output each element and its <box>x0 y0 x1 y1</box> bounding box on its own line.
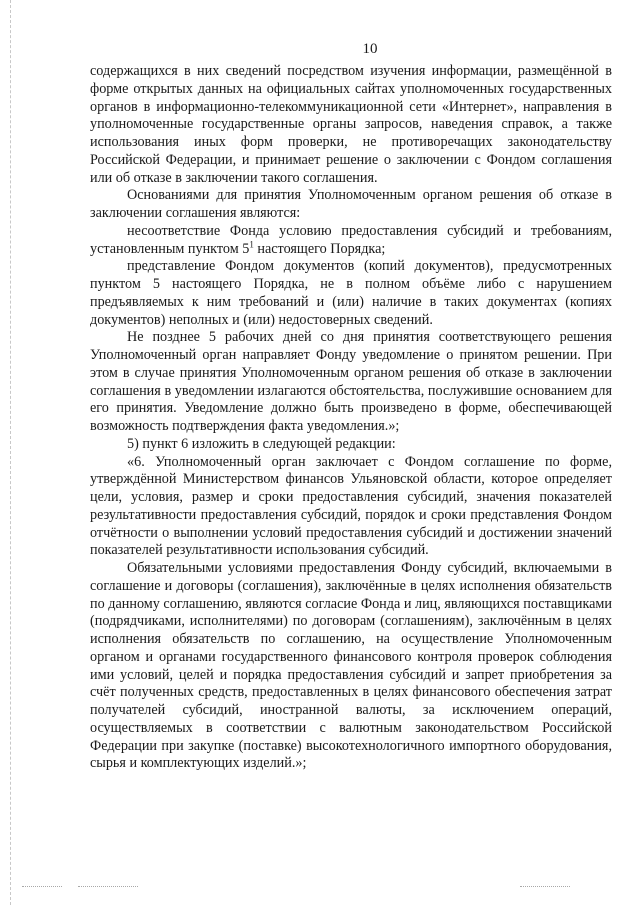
paragraph-incomplete-documents: представление Фондом документов (копий документов), предусмотренных пунктом 5 настоящего Порядка, не в полном объёме либо с нарушением предъявляемых к ним требований и (или) наличие в таких документах (копиях документов) неполных и (или) недостоверных сведений. <box>90 258 612 328</box>
paragraph-item-5: 5) пункт 6 изложить в следующей редакции: <box>127 435 396 452</box>
superscript-mark: 1 <box>249 238 254 249</box>
scan-mark <box>520 886 570 888</box>
paragraph-clause-6: «6. Уполномоченный орган заключает с Фондом соглашение по форме, утверждённой Министерством финансов Ульяновской области, которое определяет цели, условия, размер и сроки предоставления субсидий, значения показателей результативности предоставления субсидий, порядок и сроки представления Фондом отчётности о выполнении условий предоставления субсидий и достижении значений показателей результативности использования субсидий. <box>90 453 612 559</box>
page-number: 10 <box>362 41 378 57</box>
paragraph-verification: содержащихся в них сведений посредством изучения информации, размещённой в форме открытых данных на официальных сайтах уполномоченных государственных органов в информационно-телекоммуникационной сети «Интернет», направления в уполномоченные государственные органы запросов, наведения справок, а также использования иных форм проверки, не противоречащих законодательству Российской Федерации, и принимает решение о заключении с Фондом соглашения или об отказе в заключении такого соглашения. <box>90 63 612 186</box>
paragraph-notification: Не позднее 5 рабочих дней со дня принятия соответствующего решения Уполномоченный орган направляет Фонду уведомление о принятом решении. При этом в случае принятия Уполномоченным органом решения об отказе в заключении соглашения в уведомлении излагаются обстоятельства, послужившие основанием для его принятия. Уведомление должно быть произведено в форме, обеспечивающей возможность подтверждения факта уведомления.»; <box>90 329 612 434</box>
scan-mark <box>22 886 62 888</box>
scan-footer-marks <box>0 880 640 900</box>
paragraph-nonconformity <box>90 223 612 259</box>
paragraph-mandatory-conditions: Обязательными условиями предоставления Фонду субсидий, включаемыми в соглашение и договоры (соглашения), заключённые в целях исполнения обязательств по данному соглашению, являются согласие Фонда и лиц, являющихся поставщиками (подрядчиками, исполнителями) по договорам (соглашениям), заключённым в целях исполнения обязательств по соглашению, на осуществление Уполномоченным органом и органами государственного финансового контроля проверок соблюдения ими условий, целей и порядка предоставления субсидий и запрет приобретения за счёт полученных средств, предоставленных в целях финансового обеспечения затрат получателей субсидий, иностранной валюты, за исключением операций, осуществляемых в соответствии с валютным законодательством Российской Федерации при закупке (поставке) высокотехнологичного импортного оборудования, сырья и комплектующих изделий.»; <box>90 560 612 772</box>
page-left-edge <box>10 0 11 905</box>
document-body <box>90 63 612 773</box>
scan-mark <box>78 886 138 888</box>
paragraph-nonconformity-tail: настоящего Порядка; <box>253 240 386 257</box>
paragraph-refusal-grounds: Основаниями для принятия Уполномоченным органом решения об отказе в заключении соглашения являются: <box>90 187 612 221</box>
paragraph-nonconformity-text: несоответствие Фонда условию предоставления субсидий и требованиям, установленным пунктом 5 <box>90 222 612 257</box>
